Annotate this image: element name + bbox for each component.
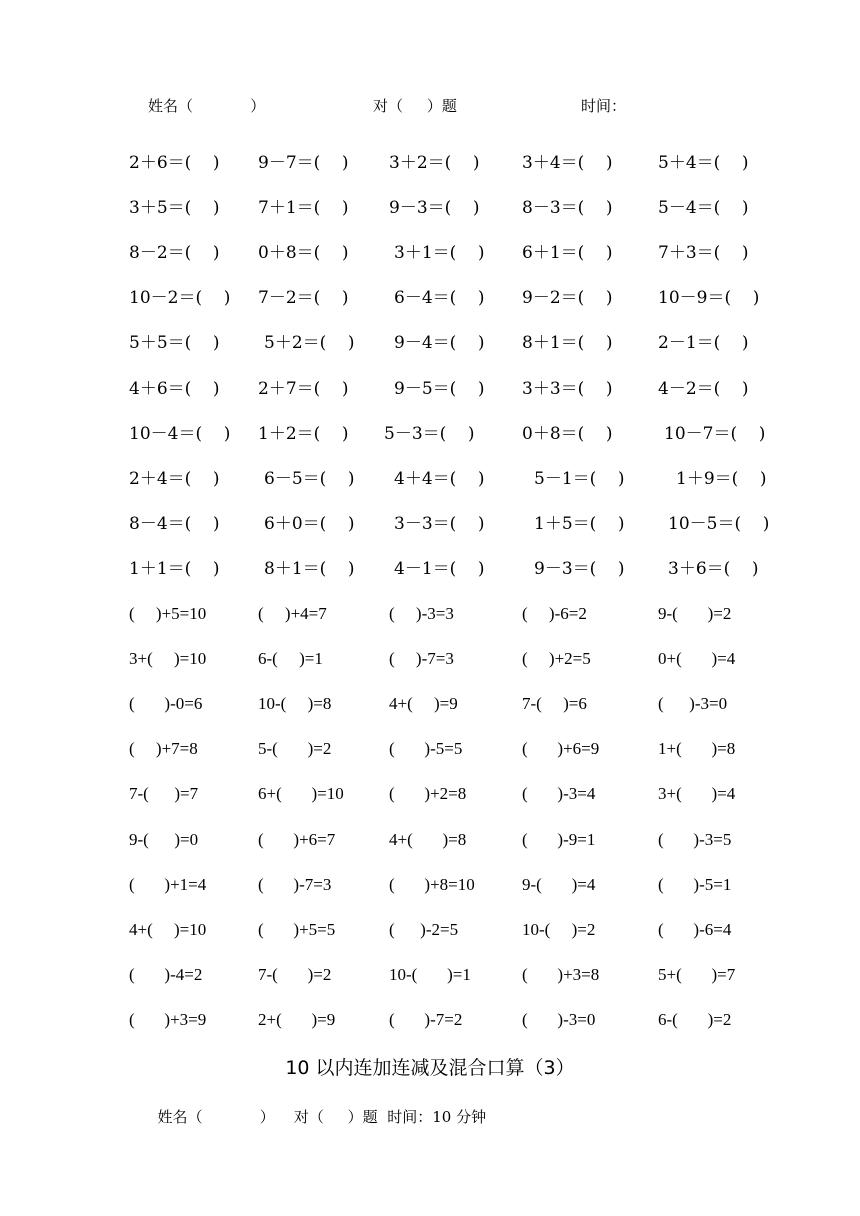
- problem-cell: 7－2＝( ): [258, 288, 349, 308]
- problem-cell: 4－1＝( ): [394, 559, 485, 579]
- problem-cell: 3＋4＝( ): [522, 153, 613, 173]
- problem-cell: 1＋2＝( ): [258, 424, 349, 444]
- problem-cell: 2－1＝( ): [658, 333, 749, 353]
- problem-cell: ( )+4=7: [258, 604, 327, 623]
- problem-cell: 6－5＝( ): [264, 469, 355, 489]
- problem-cell: 2+( )=9: [258, 1010, 336, 1029]
- problem-cell: ( )-2=5: [389, 920, 459, 939]
- problem-cell: ( )-5=1: [658, 875, 732, 894]
- problem-cell: 0＋8＝( ): [522, 424, 613, 444]
- problem-cell: 2＋6＝( ): [129, 153, 220, 173]
- problem-cell: 5－1＝( ): [534, 469, 625, 489]
- problem-cell: 3＋1＝( ): [394, 243, 485, 263]
- problem-cell: 0＋8＝( ): [258, 243, 349, 263]
- problem-cell: 10-( )=2: [522, 920, 596, 939]
- problem-cell: ( )+5=5: [258, 920, 336, 939]
- problem-cell: 10-( )=1: [389, 965, 471, 984]
- problem-cell: ( )+7=8: [129, 739, 198, 758]
- problem-cell: 5-( )=2: [258, 739, 332, 758]
- problem-cell: 9-( )=4: [522, 875, 596, 894]
- problem-cell: 7-( )=2: [258, 965, 332, 984]
- problem-cell: 4＋4＝( ): [394, 469, 485, 489]
- problem-cell: 5＋2＝( ): [264, 333, 355, 353]
- problem-cell: ( )-7=3: [258, 875, 332, 894]
- problem-cell: 9-( )=2: [658, 604, 732, 623]
- problem-cell: ( )+3=9: [129, 1010, 207, 1029]
- problem-cell: 10－4＝( ): [129, 424, 231, 444]
- problem-cell: ( )+3=8: [522, 965, 600, 984]
- problem-cell: 3＋3＝( ): [522, 379, 613, 399]
- problem-cell: 4+( )=9: [389, 694, 458, 713]
- problem-cell: ( )-4=2: [129, 965, 203, 984]
- problem-cell: 4－2＝( ): [658, 379, 749, 399]
- problem-cell: 6-( )=2: [658, 1010, 732, 1029]
- problem-cell: ( )+5=10: [129, 604, 207, 623]
- problem-cell: ( )-3=3: [389, 604, 454, 623]
- problem-cell: 9－3＝( ): [534, 559, 625, 579]
- problem-cell: 6+( )=10: [258, 784, 344, 803]
- problem-cell: ( )+6=7: [258, 830, 336, 849]
- problem-cell: 8－3＝( ): [522, 198, 613, 218]
- problem-cell: 3＋2＝( ): [389, 153, 480, 173]
- footer-name-label: 姓名（ ）: [157, 1108, 275, 1126]
- problem-cell: ( )-0=6: [129, 694, 203, 713]
- problem-cell: ( )-6=4: [658, 920, 732, 939]
- problem-cell: 3－3＝( ): [394, 514, 485, 534]
- problem-cell: 7＋3＝( ): [658, 243, 749, 263]
- footer-time-label: 时间：10 分钟: [387, 1108, 487, 1126]
- problem-cell: 2＋7＝( ): [258, 379, 349, 399]
- problem-cell: 9－4＝( ): [394, 333, 485, 353]
- problem-cell: 8－4＝( ): [129, 514, 220, 534]
- footer-correct-count-label: 对（ ）题: [293, 1108, 378, 1126]
- problem-cell: 10－2＝( ): [129, 288, 231, 308]
- footer-header: [148, 1088, 486, 1127]
- problem-cell: 5+( )=7: [658, 965, 736, 984]
- problem-cell: 8＋1＝( ): [264, 559, 355, 579]
- problem-cell: ( )+6=9: [522, 739, 600, 758]
- problem-cell: 10-( )=8: [258, 694, 332, 713]
- problem-cell: 3+( )=4: [658, 784, 736, 803]
- problem-cell: ( )-7=2: [389, 1010, 463, 1029]
- problem-cell: ( )-9=1: [522, 830, 596, 849]
- problem-cell: 1＋1＝( ): [129, 559, 220, 579]
- problem-cell: 6－4＝( ): [394, 288, 485, 308]
- problem-cell: 10－9＝( ): [658, 288, 760, 308]
- problem-cell: 8－2＝( ): [129, 243, 220, 263]
- problem-cell: ( )+8=10: [389, 875, 475, 894]
- problem-cell: ( )-3=4: [522, 784, 596, 803]
- name-label: 姓名（ ）: [148, 97, 266, 115]
- problem-cell: 5－4＝( ): [658, 198, 749, 218]
- problem-cell: 1+( )=8: [658, 739, 736, 758]
- problem-cell: ( )+2=5: [522, 649, 591, 668]
- problem-cell: 3＋5＝( ): [129, 198, 220, 218]
- problem-cell: ( )+2=8: [389, 784, 467, 803]
- problem-cell: 3＋6＝( ): [668, 559, 759, 579]
- problem-cell: 2＋4＝( ): [129, 469, 220, 489]
- problem-cell: 9-( )=0: [129, 830, 199, 849]
- problem-cell: 4+( )=10: [129, 920, 207, 939]
- correct-count-label: 对（ ）题: [373, 97, 457, 115]
- problem-cell: 4＋6＝( ): [129, 379, 220, 399]
- problem-cell: 6＋1＝( ): [522, 243, 613, 263]
- problem-cell: 7＋1＝( ): [258, 198, 349, 218]
- problem-cell: 5＋4＝( ): [658, 153, 749, 173]
- problem-cell: 6＋0＝( ): [264, 514, 355, 534]
- problem-cell: 10－7＝( ): [664, 424, 766, 444]
- problem-cell: ( )-3=5: [658, 830, 732, 849]
- problem-cell: 10－5＝( ): [668, 514, 770, 534]
- problem-cell: 8＋1＝( ): [522, 333, 613, 353]
- problem-cell: 5＋5＝( ): [129, 333, 220, 353]
- problem-cell: 9－2＝( ): [522, 288, 613, 308]
- problem-cell: 7-( )=6: [522, 694, 587, 713]
- problem-cell: 9－5＝( ): [394, 379, 485, 399]
- time-label: 时间：: [581, 97, 627, 115]
- problem-cell: 9－7＝( ): [258, 153, 349, 173]
- problem-cell: 7-( )=7: [129, 784, 199, 803]
- problem-cell: ( )-5=5: [389, 739, 463, 758]
- problem-cell: 9－3＝( ): [389, 198, 480, 218]
- problem-cell: 5－3＝( ): [384, 424, 475, 444]
- problem-cell: 1＋9＝( ): [676, 469, 767, 489]
- problem-cell: ( )-7=3: [389, 649, 454, 668]
- problem-cell: 1＋5＝( ): [534, 514, 625, 534]
- problem-cell: 4+( )=8: [389, 830, 467, 849]
- problem-cell: 0+( )=4: [658, 649, 736, 668]
- problem-cell: ( )-3=0: [522, 1010, 596, 1029]
- problem-cell: 3+( )=10: [129, 649, 207, 668]
- problem-cell: ( )-3=0: [658, 694, 728, 713]
- worksheet-title: 10 以内连加连减及混合口算（3）: [285, 1057, 575, 1079]
- problem-cell: 6-( )=1: [258, 649, 323, 668]
- problem-cell: ( )+1=4: [129, 875, 207, 894]
- problem-cell: ( )-6=2: [522, 604, 587, 623]
